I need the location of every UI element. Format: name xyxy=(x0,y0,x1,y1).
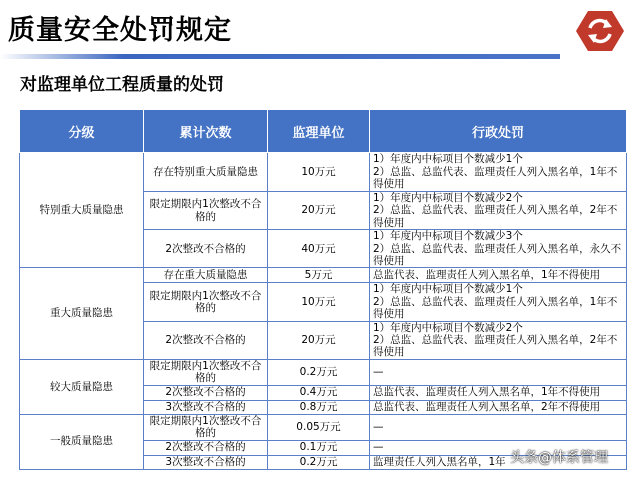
penalty-cell: 监理责任人列入黑名单，1年 xyxy=(370,455,627,469)
penalty-cell: — xyxy=(370,440,627,455)
header-penalty: 行政处罚 xyxy=(370,110,627,153)
count-cell: 限定期限内1次整改不合格的 xyxy=(144,414,268,440)
count-cell: 存在特别重大质量隐患 xyxy=(144,153,268,192)
count-cell: 存在重大质量隐患 xyxy=(144,268,268,283)
unit-cell: 5万元 xyxy=(268,268,370,283)
header-count: 累计次数 xyxy=(144,110,268,153)
table-row xyxy=(20,414,627,440)
penalty-table xyxy=(19,109,627,470)
penalty-cell: 1）年度内中标项目个数减少3个 2）总监、总监代表、监理责任人列入黑名单，永久不得使用 xyxy=(370,230,627,268)
count-cell: 3次整改不合格的 xyxy=(144,455,268,469)
level-cell: 重大质量隐患 xyxy=(20,268,144,359)
unit-cell: 20万元 xyxy=(268,192,370,230)
unit-cell: 0.4万元 xyxy=(268,385,370,400)
title-divider xyxy=(0,54,560,59)
unit-cell: 0.2万元 xyxy=(268,359,370,385)
penalty-cell: 总监代表、监理责任人列入黑名单，2年不得使用 xyxy=(370,400,627,414)
page-title: 质量安全处罚规定 xyxy=(8,15,232,46)
unit-cell: 40万元 xyxy=(268,230,370,268)
table-row xyxy=(20,359,627,385)
count-cell: 2次整改不合格的 xyxy=(144,440,268,455)
section-subtitle: 对监理单位工程质量的处罚 xyxy=(20,75,224,95)
penalty-cell: 1）年度内中标项目个数减少1个 2）总监、总监代表、监理责任人列入黑名单，1年不得使用 xyxy=(370,283,627,321)
unit-cell: 0.05万元 xyxy=(268,414,370,440)
penalty-cell: 总监代表、监理责任人列入黑名单，1年不得使用 xyxy=(370,268,627,283)
level-cell: 特别重大质量隐患 xyxy=(20,153,144,268)
watermark: 头条@体系管理 xyxy=(510,450,608,466)
penalty-cell: 1）年度内中标项目个数减少1个 2）总监、总监代表、监理责任人列入黑名单，1年不得使用 xyxy=(370,153,627,192)
unit-cell: 0.1万元 xyxy=(268,440,370,455)
header-unit: 监理单位 xyxy=(268,110,370,153)
table-row xyxy=(20,153,627,192)
level-cell: 一般质量隐患 xyxy=(20,414,144,469)
unit-cell: 10万元 xyxy=(268,283,370,321)
table-header-row xyxy=(20,110,627,153)
penalty-cell: 1）年度内中标项目个数减少2个 2）总监、总监代表、监理责任人列入黑名单，2年不得使用 xyxy=(370,321,627,359)
header-level: 分级 xyxy=(20,110,144,153)
count-cell: 限定期限内1次整改不合格的 xyxy=(144,283,268,321)
count-cell: 2次整改不合格的 xyxy=(144,321,268,359)
count-cell: 限定期限内1次整改不合格的 xyxy=(144,192,268,230)
level-cell: 较大质量隐患 xyxy=(20,359,144,414)
count-cell: 3次整改不合格的 xyxy=(144,400,268,414)
unit-cell: 0.8万元 xyxy=(268,400,370,414)
count-cell: 限定期限内1次整改不合格的 xyxy=(144,359,268,385)
penalty-cell: — xyxy=(370,414,627,440)
unit-cell: 10万元 xyxy=(268,153,370,192)
unit-cell: 0.2万元 xyxy=(268,455,370,469)
table-row xyxy=(20,268,627,283)
count-cell: 2次整改不合格的 xyxy=(144,385,268,400)
count-cell: 2次整改不合格的 xyxy=(144,230,268,268)
penalty-cell: — xyxy=(370,359,627,385)
refresh-icon xyxy=(574,8,626,54)
penalty-cell: 1）年度内中标项目个数减少2个 2）总监、总监代表、监理责任人列入黑名单，2年不得使用 xyxy=(370,192,627,230)
unit-cell: 20万元 xyxy=(268,321,370,359)
penalty-cell: 总监代表、监理责任人列入黑名单，1年不得使用 xyxy=(370,385,627,400)
